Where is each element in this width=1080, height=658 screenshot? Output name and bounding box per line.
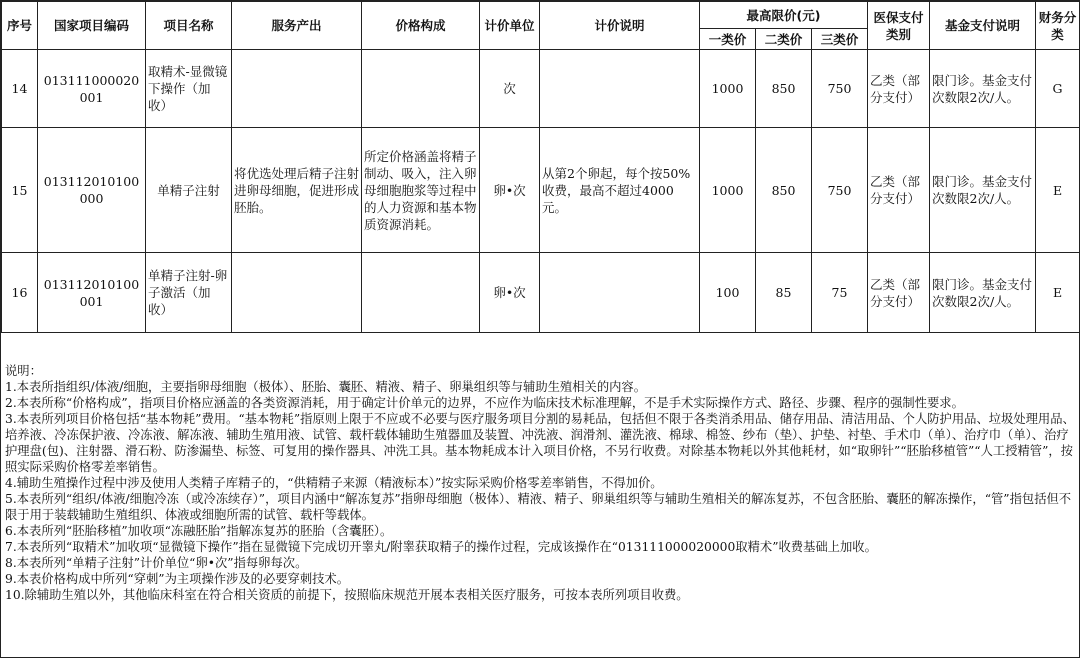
cell-seq: 14 (2, 50, 38, 128)
cell-price1: 1000 (700, 128, 756, 253)
note-item: 8.本表所列“单精子注射”计价单位“卵•次”指每卵每次。 (5, 556, 308, 570)
cell-price3: 75 (812, 253, 868, 333)
cell-price2: 850 (756, 128, 812, 253)
cell-price1: 100 (700, 253, 756, 333)
cell-fund: 限门诊。基金支付次数限2次/人。 (930, 128, 1036, 253)
note-item: 10.除辅助生殖以外，其他临床科室在符合相关资质的前提下，按照临床规范开展本表相关医疗服务，可按本表所列项目收费。 (5, 588, 689, 602)
header-composition: 价格构成 (362, 2, 480, 50)
note-item: 9.本表价格构成中所列“穿刺”为主项操作涉及的必要穿刺技术。 (5, 572, 350, 586)
header-price3: 三类价 (812, 29, 868, 50)
cell-insurance: 乙类（部分支付） (868, 253, 930, 333)
cell-seq: 16 (2, 253, 38, 333)
note-item: 5.本表所列“组织/体液/细胞冷冻（或冷冻续存）”，项目内涵中“解冻复苏”指卵母细胞（极体）、精液、精子、卵巢组织等与辅助生殖相关的解冻复苏，不包含胚胎、囊胚的解冻操作，“管”指包括但不限于用于装载辅助生殖组织、体液或细胞所需的试管、载杆等载体。 (5, 492, 1072, 522)
header-unit: 计价单位 (480, 2, 540, 50)
cell-composition (362, 253, 480, 333)
cell-desc (540, 253, 700, 333)
header-name: 项目名称 (146, 2, 232, 50)
note-item: 4.辅助生殖操作过程中涉及使用人类精子库精子的，“供精精子来源（精液标本）”按实际采购价格零差率销售，不得加价。 (5, 476, 663, 490)
cell-name: 单精子注射 (146, 128, 232, 253)
cell-price2: 850 (756, 50, 812, 128)
header-fund: 基金支付说明 (930, 2, 1036, 50)
cell-unit: 次 (480, 50, 540, 128)
header-seq: 序号 (2, 2, 38, 50)
cell-code: 013111000020001 (38, 50, 146, 128)
cell-seq: 15 (2, 128, 38, 253)
cell-composition: 所定价格涵盖将精子制动、吸入，注入卵母细胞胞浆等过程中的人力资源和基本物质资源消耗。 (362, 128, 480, 253)
cell-desc: 从第2个卵起，每个按50%收费，最高不超过4000元。 (540, 128, 700, 253)
header-price2: 二类价 (756, 29, 812, 50)
header-insurance: 医保支付类别 (868, 2, 930, 50)
note-item: 1.本表所指组织/体液/细胞，主要指卵母细胞（极体）、胚胎、囊胚、精液、精子、卵巢组织等与辅助生殖相关的内容。 (5, 380, 647, 394)
cell-price3: 750 (812, 128, 868, 253)
cell-fund: 限门诊。基金支付次数限2次/人。 (930, 253, 1036, 333)
note-item: 6.本表所列“胚胎移植”加收项“冻融胚胎”指解冻复苏的胚胎（含囊胚）。 (5, 524, 393, 538)
header-desc: 计价说明 (540, 2, 700, 50)
header-finance: 财务分类 (1036, 2, 1080, 50)
pricing-table (1, 1, 1080, 333)
cell-output: 将优选处理后精子注射进卵母细胞，促进形成胚胎。 (232, 128, 362, 253)
notes-section (5, 363, 1075, 603)
cell-finance: E (1036, 128, 1080, 253)
cell-finance: E (1036, 253, 1080, 333)
cell-code: 013112010100001 (38, 253, 146, 333)
cell-price2: 85 (756, 253, 812, 333)
cell-insurance: 乙类（部分支付） (868, 50, 930, 128)
cell-composition (362, 50, 480, 128)
cell-name: 单精子注射-卵子激活（加收） (146, 253, 232, 333)
header-row (2, 2, 1080, 29)
table-row (2, 253, 1080, 333)
header-code: 国家项目编码 (38, 2, 146, 50)
note-item: 3.本表所列项目价格包括“基本物耗”费用。“基本物耗”指原则上限于不应或不必要与医疗服务项目分割的易耗品，包括但不限于各类消杀用品、储存用品、清洁用品、个人防护用品、垃圾处理用品、培养液、冷冻保护液、冷冻液、解冻液、辅助生殖用液、试管、载杆载体辅助生殖器皿及装置、冲洗液、润滑剂、灌洗液、棉球、棉签、纱布（垫）、护垫、衬垫、手术巾（单）、治疗巾（单）、治疗护理盘(包)、注射器、滑石粉、防渗漏垫、标签、可复用的操作器具、冲洗工具。基本物耗成本计入项目价格，不另行收费。对除基本物耗以外其他耗材，如“取卵针”“胚胎移植管”“人工授精管”，按照实际采购价格零差率销售。 (5, 412, 1075, 474)
header-output: 服务产出 (232, 2, 362, 50)
notes-title: 说明： (5, 364, 42, 378)
cell-code: 013112010100000 (38, 128, 146, 253)
cell-output (232, 50, 362, 128)
cell-price3: 750 (812, 50, 868, 128)
cell-unit: 卵•次 (480, 128, 540, 253)
cell-unit: 卵•次 (480, 253, 540, 333)
table-row (2, 50, 1080, 128)
table-row (2, 128, 1080, 253)
cell-price1: 1000 (700, 50, 756, 128)
note-item: 2.本表所称“价格构成”，指项目价格应涵盖的各类资源消耗，用于确定计价单元的边界，不应作为临床技术标准理解，不是手术实际操作方式、路径、步骤、程序的强制性要求。 (5, 396, 964, 410)
cell-output (232, 253, 362, 333)
cell-name: 取精术-显微镜下操作（加收） (146, 50, 232, 128)
header-max-price: 最高限价(元) (700, 2, 868, 29)
header-price1: 一类价 (700, 29, 756, 50)
cell-fund: 限门诊。基金支付次数限2次/人。 (930, 50, 1036, 128)
cell-insurance: 乙类（部分支付） (868, 128, 930, 253)
cell-finance: G (1036, 50, 1080, 128)
cell-desc (540, 50, 700, 128)
note-item: 7.本表所列“取精术”加收项“显微镜下操作”指在显微镜下完成切开睾丸/附睾获取精子的操作过程，完成该操作在“013111000020000取精术”收费基础上加收。 (5, 540, 877, 554)
